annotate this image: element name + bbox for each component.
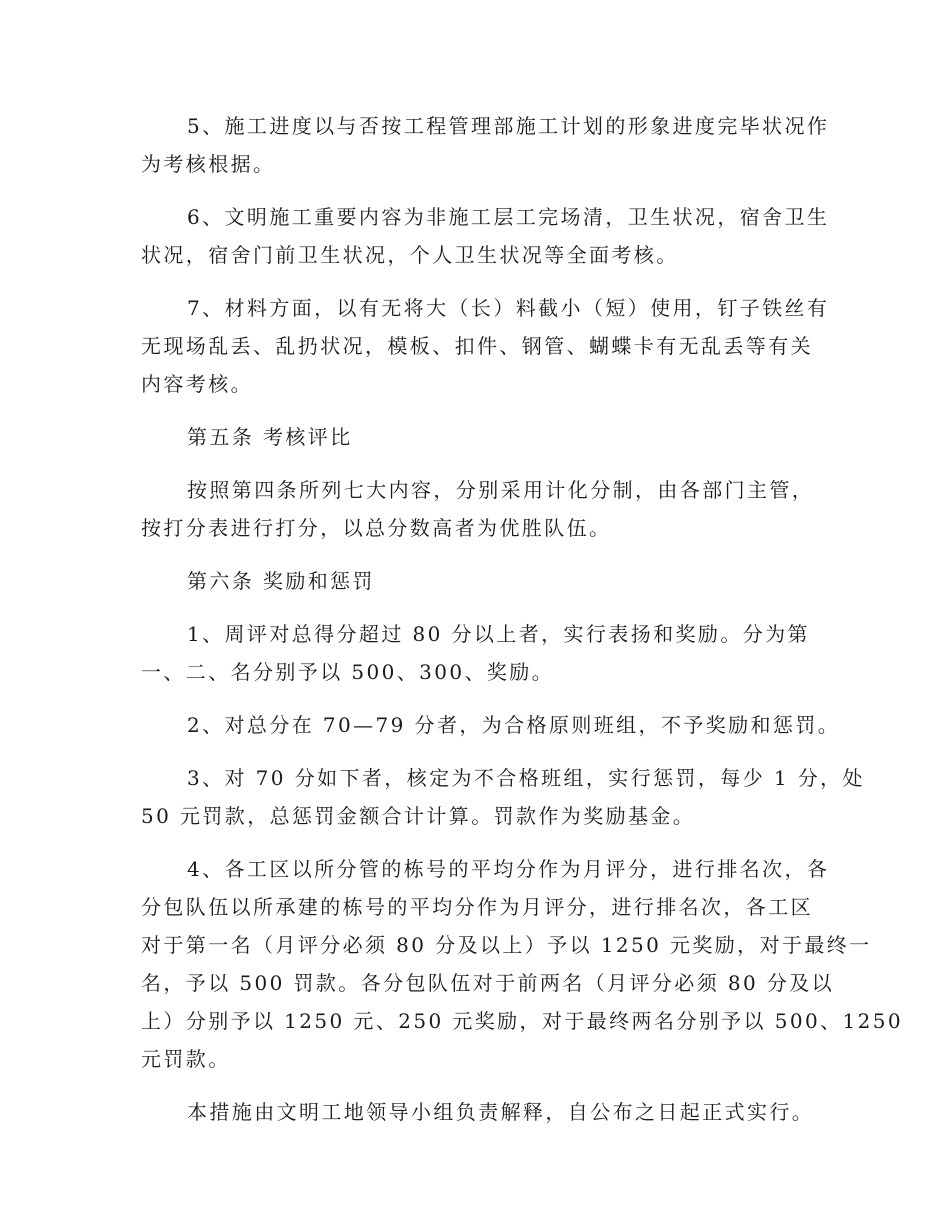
text-line: 无现场乱丢、乱扔状况，模板、扣件、钢管、蝴蝶卡有无乱丢等有关 xyxy=(141,334,813,358)
paragraph-qualified-range xyxy=(141,706,841,744)
text-line: 50 元罚款，总惩罚金额合计计算。罚款作为奖励基金。 xyxy=(141,804,696,828)
text-line: 7、材料方面，以有无将大（长）料截小（短）使用，钉子铁丝有 xyxy=(187,296,830,320)
paragraph-scoring-method xyxy=(141,471,813,547)
text-line: 本措施由文明工地领导小组负责解释，自公布之日起正式实行。 xyxy=(187,1100,815,1124)
paragraph-monthly-ranking xyxy=(141,850,903,1078)
text-line: 按照第四条所列七大内容，分别采用计化分制，由各部门主管， xyxy=(187,478,815,502)
text-line: 5、施工进度以与否按工程管理部施工计划的形象进度完毕状况作 xyxy=(187,114,830,138)
text-line: 分包队伍以所承建的栋号的平均分作为月评分，进行排名次，各工区 xyxy=(141,895,813,919)
text-line: 1、周评对总得分超过 80 分以上者，实行表扬和奖励。分为第 xyxy=(187,622,810,646)
text-line: 3、对 70 分如下者，核定为不合格班组，实行惩罚，每少 1 分，处 xyxy=(187,766,865,790)
text-line: 内容考核。 xyxy=(141,372,253,396)
section-heading-article-5 xyxy=(141,418,813,456)
text-line: 为考核根据。 xyxy=(141,152,276,176)
paragraph-civilized-construction xyxy=(141,198,830,274)
paragraph-progress-assessment xyxy=(141,107,830,183)
paragraph-materials xyxy=(141,289,830,403)
text-line: 对于第一名（月评分必须 80 分及以上）予以 1250 元奖励，对于最终一 xyxy=(141,933,872,957)
text-line: 2、对总分在 70—79 分者，为合格原则班组，不予奖励和惩罚。 xyxy=(187,713,841,737)
section-heading: 第五条 考核评比 xyxy=(187,425,353,449)
text-line: 6、文明施工重要内容为非施工层工完场清，卫生状况，宿舍卫生 xyxy=(187,205,830,229)
text-line: 一、二、名分别予以 500、300、奖励。 xyxy=(141,660,555,684)
section-heading: 第六条 奖励和惩罚 xyxy=(187,569,375,593)
text-line: 状况，宿舍门前卫生状况，个人卫生状况等全面考核。 xyxy=(141,243,679,267)
document-body xyxy=(141,107,903,1146)
text-line: 名，予以 500 罚款。各分包队伍对于前两名（月评分必须 80 分及以 xyxy=(141,971,835,995)
text-line: 4、各工区以所分管的栋号的平均分作为月评分，进行排名次，各 xyxy=(187,857,830,881)
text-line: 元罚款。 xyxy=(141,1047,231,1071)
section-heading-article-6 xyxy=(141,562,813,600)
paragraph-penalty xyxy=(141,759,865,835)
paragraph-interpretation xyxy=(141,1093,813,1131)
paragraph-weekly-reward xyxy=(141,615,813,691)
text-line: 按打分表进行打分，以总分数高者为优胜队伍。 xyxy=(141,516,612,540)
text-line: 上）分别予以 1250 元、250 元奖励，对于最终两名分别予以 500、1250 xyxy=(141,1009,903,1033)
